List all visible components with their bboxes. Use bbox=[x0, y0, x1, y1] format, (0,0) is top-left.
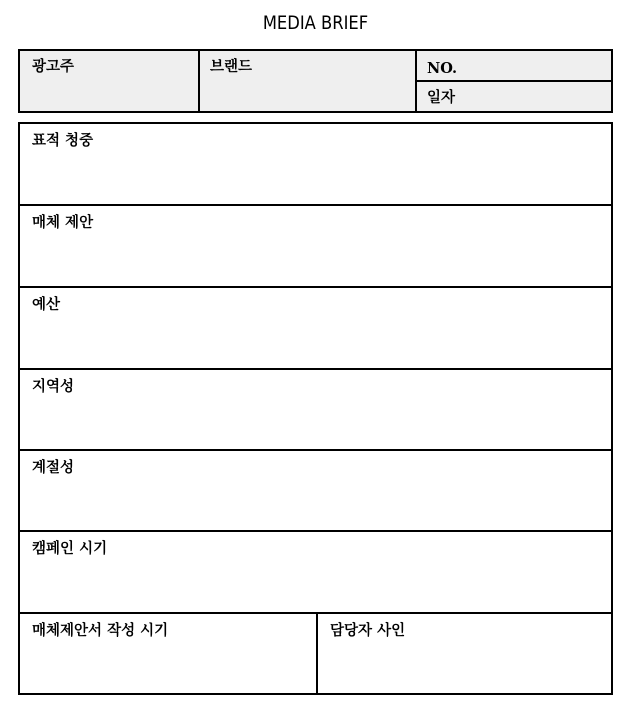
section-label: 계절성 bbox=[32, 460, 75, 476]
section-seasonality bbox=[20, 451, 611, 532]
no-label: NO. bbox=[427, 60, 458, 77]
proposal-time-label: 매체제안서 작성 시기 bbox=[32, 623, 169, 639]
footer-divider bbox=[316, 614, 318, 693]
section-label: 표적 청중 bbox=[32, 133, 94, 149]
section-media-proposal bbox=[20, 206, 611, 288]
page-title: MEDIA BRIEF bbox=[262, 12, 369, 34]
signature-label: 담당자 사인 bbox=[330, 623, 406, 639]
section-target-audience bbox=[20, 124, 611, 206]
brand-label: 브랜드 bbox=[210, 59, 253, 75]
section-label: 지역성 bbox=[32, 379, 75, 395]
section-campaign-period bbox=[20, 532, 611, 614]
header-divider bbox=[415, 80, 611, 82]
section-label: 예산 bbox=[32, 297, 61, 313]
section-budget bbox=[20, 288, 611, 370]
section-regionality bbox=[20, 370, 611, 451]
section-label: 캠페인 시기 bbox=[32, 541, 108, 557]
brief-form bbox=[18, 122, 613, 695]
header-table bbox=[18, 49, 613, 113]
advertiser-label: 광고주 bbox=[32, 59, 75, 75]
date-label: 일자 bbox=[427, 90, 456, 106]
section-label: 매체 제안 bbox=[32, 215, 94, 231]
header-divider bbox=[198, 51, 200, 111]
section-footer bbox=[20, 614, 611, 693]
